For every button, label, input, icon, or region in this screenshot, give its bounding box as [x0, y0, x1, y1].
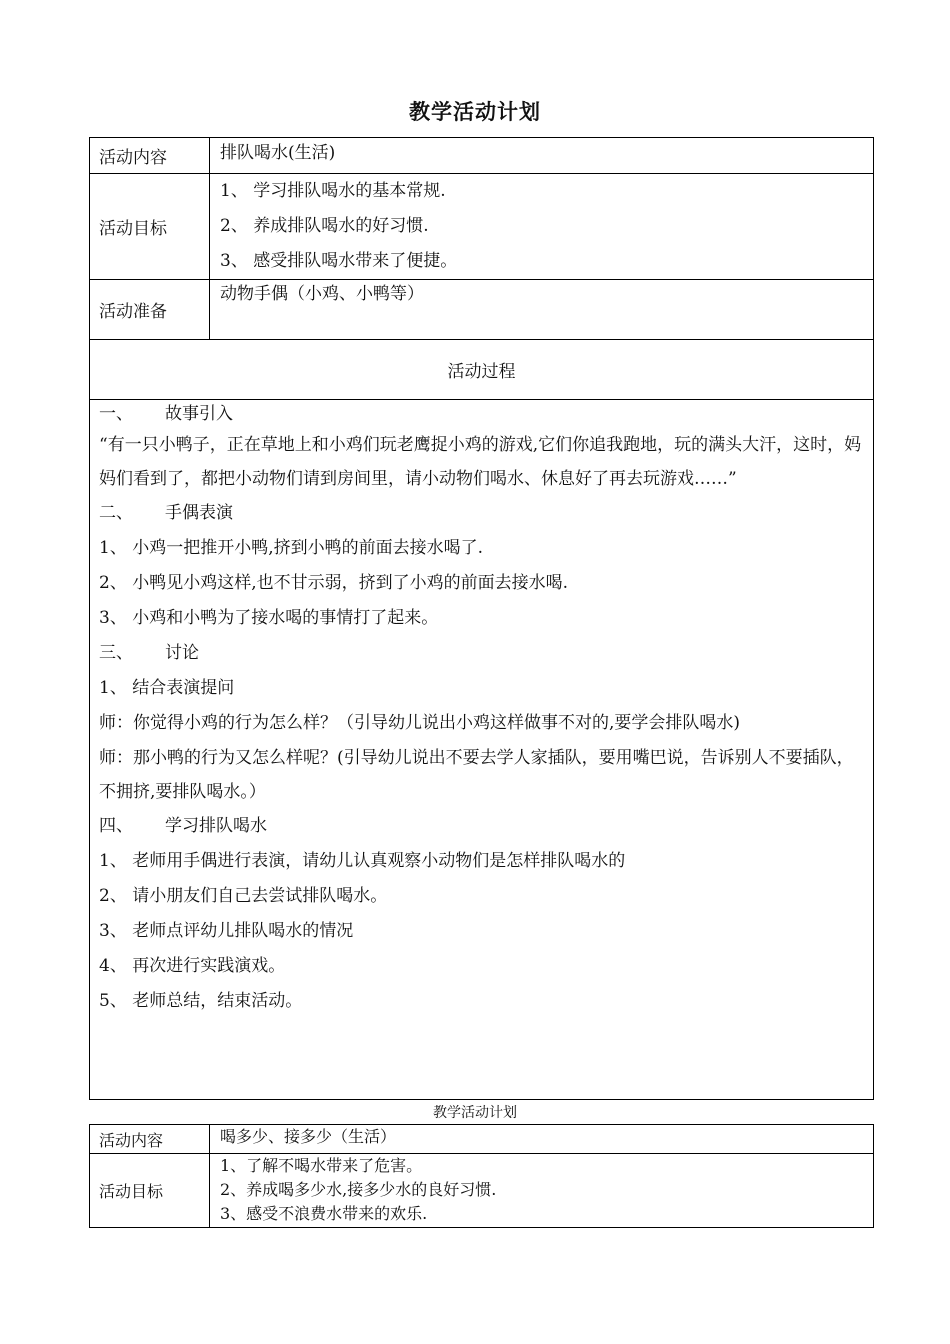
list-item: 3、 老师点评幼儿排队喝水的情况: [99, 921, 354, 941]
goal-list: [210, 174, 874, 280]
content-value: 喝多少、接多少（生活）: [210, 1125, 874, 1154]
list-item: 1、 结合表演提问: [99, 678, 235, 698]
second-activity-plan-table: [89, 1124, 874, 1228]
content-value: 排队喝水(生活): [210, 138, 874, 174]
content-label: 活动内容: [90, 138, 210, 174]
section-heading: 二、 手偶表演: [99, 503, 233, 523]
list-item: 2、 请小朋友们自己去尝试排队喝水。: [99, 886, 388, 906]
goal-item: 3、感受不浪费水带来的欢乐.: [220, 1204, 428, 1223]
section-heading: 一、 故事引入: [99, 404, 233, 424]
prep-label: 活动准备: [90, 280, 210, 340]
content-label: 活动内容: [90, 1125, 210, 1154]
list-item: 1、 老师用手偶进行表演，请幼儿认真观察小动物们是怎样排队喝水的: [99, 851, 626, 871]
goal-item: 2、 养成排队喝水的好习惯.: [220, 216, 429, 236]
goal-item: 2、养成喝多少水,接多少水的良好习惯.: [220, 1180, 497, 1199]
goal-label: 活动目标: [90, 174, 210, 280]
goal-label: 活动目标: [90, 1154, 210, 1228]
question-text: 师：那小鸭的行为又怎么样呢？(引导幼儿说出不要去学人家插队，要用嘴巴说，告诉别人不要插队，不拥挤,要排队喝水。）: [99, 748, 854, 802]
list-item: 1、 小鸡一把推开小鸭,挤到小鸭的前面去接水喝了.: [99, 538, 484, 558]
story-text: “有一只小鸭子，正在草地上和小鸡们玩老鹰捉小鸡的游戏,它们你追我跑地，玩的满头大汗，这时，妈妈们看到了，都把小动物们请到房间里，请小动物们喝水、休息好了再去玩游戏……”: [99, 435, 862, 489]
page-title: 教学活动计划: [409, 99, 541, 124]
list-item: 4、 再次进行实践演戏。: [99, 956, 286, 976]
row-process-header: [90, 340, 874, 400]
section-heading: 三、 讨论: [99, 643, 199, 663]
row-process: [90, 400, 874, 1100]
question-text: 师：你觉得小鸡的行为怎么样？（引导幼儿说出小鸡这样做事不对的,要学会排队喝水): [99, 713, 741, 733]
list-item: 3、 小鸡和小鸭为了接水喝的事情打了起来。: [99, 608, 439, 628]
process-body: [90, 400, 874, 1100]
row-goals: [90, 1154, 874, 1228]
prep-value: 动物手偶（小鸡、小鸭等）: [210, 280, 874, 340]
row-prep: [90, 280, 874, 340]
goal-list: [210, 1154, 874, 1228]
goal-item: 1、了解不喝水带来了危害。: [220, 1156, 423, 1175]
section-heading: 四、 学习排队喝水: [99, 816, 267, 836]
goal-item: 3、 感受排队喝水带来了便捷。: [220, 251, 458, 271]
row-content: [90, 1125, 874, 1154]
process-header: 活动过程: [90, 340, 874, 400]
goal-item: 1、 学习排队喝水的基本常规.: [220, 181, 446, 201]
row-content: [90, 138, 874, 174]
list-item: 2、 小鸭见小鸡这样,也不甘示弱，挤到了小鸡的前面去接水喝.: [99, 573, 569, 593]
row-goals: [90, 174, 874, 280]
activity-plan-table: [89, 137, 874, 1100]
list-item: 5、 老师总结，结束活动。: [99, 991, 303, 1011]
second-page-title: 教学活动计划: [433, 1105, 517, 1121]
